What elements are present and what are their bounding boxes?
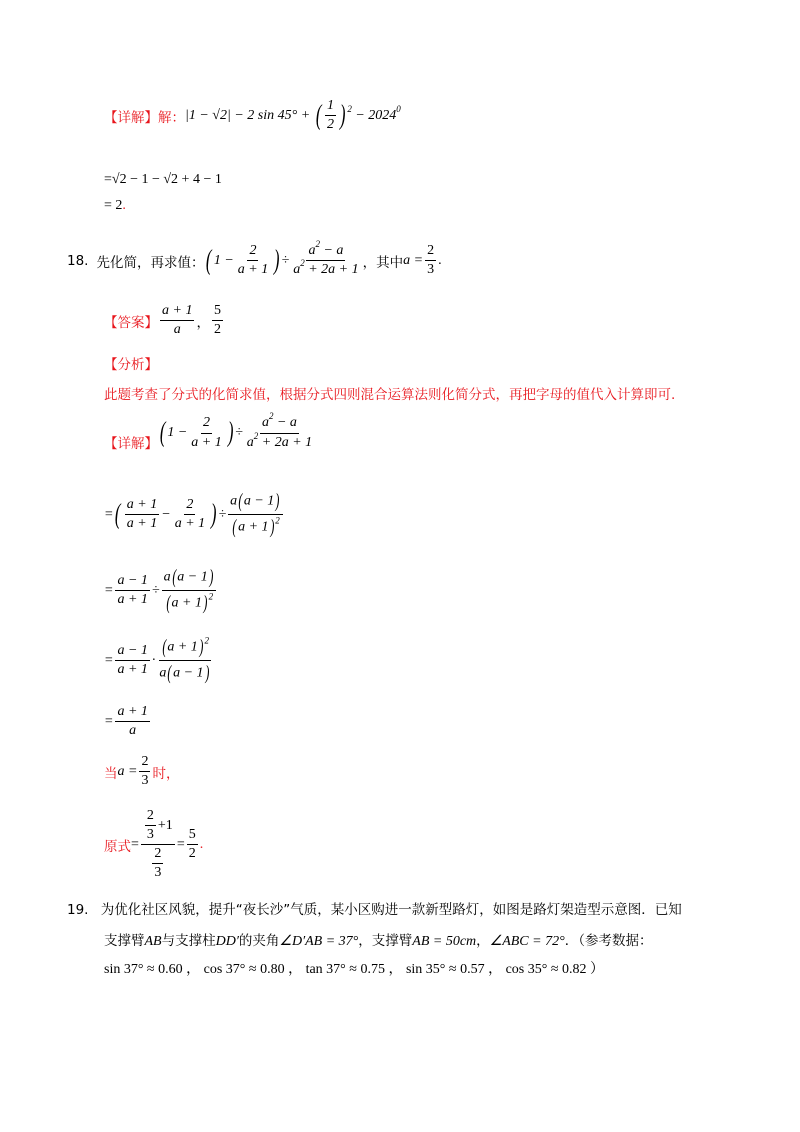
analysis-text: 此题考查了分式的化简求值，根据分式四则混合运算法则化简分式，再把字母的值代入计算即可. <box>104 387 676 403</box>
q18-step1: = ( $\frac{a + 1}{a + 1}$ − $\frac{2}{a + 1}$ ) ÷ $\frac{a(a - 1)}{(a + 1)^2}$ <box>104 490 285 539</box>
detail-tag: 【详解】 <box>104 109 158 126</box>
answer-value: $\frac{5}{2}$ <box>213 303 221 338</box>
right-paren: ) <box>339 99 346 131</box>
q18-detail-line <box>104 411 316 452</box>
detail-expression: ( 1 − $\frac{2}{a + 1}$ ) ÷ $\frac{a^2 - a}{a^2 + 2a + 1}$ <box>159 411 313 450</box>
question-number: 18. <box>67 252 89 269</box>
q18-step4: = $\frac{a + 1}{a}$ <box>104 704 148 739</box>
analysis-tag: 【分析】 <box>104 357 158 373</box>
q19-line3: sin 37° ≈ 0.60 ， cos 37° ≈ 0.80 ， tan 37° ≈ 0.75 ， sin 35° ≈ 0.57 ， cos 35° ≈ 0.82 ） <box>104 962 605 977</box>
a-value: $\frac{2}{3}$ <box>427 243 435 278</box>
q17-expression: |1 − √2| − 2 sin 45° + ( $\frac{1}{2}$ ) $^2 - 2024^0$ <box>185 98 401 133</box>
answer-fraction: $\frac{a + 1}{a}$ <box>162 303 193 338</box>
q19-line1: 19. 为优化社区风貌，提升“夜长沙”气质，某小区购进一款新型路灯，如图是路灯架造型示意图．已知 <box>67 902 682 918</box>
where-text: ，其中 <box>362 254 404 271</box>
a-equals: a = <box>403 252 424 268</box>
q17-step2: = 2. <box>104 198 126 213</box>
q18-substitute: 当 a = $\frac{2}{3}$ 时， <box>104 754 180 789</box>
q18-prompt: 18. 先化简，再求值： ( 1 − $\frac{2}{a + 1}$ ) ÷ $\frac{a^2 - a}{a^2 + 2a + 1}$ ，其中 a = $\frac{2}{3}$ . <box>67 239 442 278</box>
detail-tag: 【详解】 <box>104 436 158 452</box>
q18-step3: = $\frac{a - 1}{a + 1}$ · $\frac{(a + 1)^2}{a(a - 1)}$ <box>104 635 209 684</box>
q19-line2: 支撑臂AB与支撑柱DD′的夹角∠D′AB = 37°，支撑臂AB = 50cm，∠ABC = 72°．（参考数据： <box>104 933 653 949</box>
q17-detail-line <box>104 98 401 133</box>
jie-label: 解： <box>158 109 185 126</box>
expr-part: |1 − √2| − 2 sin 45° + <box>185 107 314 123</box>
prompt-text: 先化简，再求值： <box>96 254 205 271</box>
q18-step2: = $\frac{a - 1}{a + 1}$ ÷ $\frac{a(a - 1)}{(a + 1)^2}$ <box>104 566 218 615</box>
answer-tag: 【答案】 <box>104 314 158 331</box>
complex-fraction: $\frac{2}{3}$ +1 $\frac{2}{3}$ <box>141 808 175 881</box>
half-fraction: $\frac{1}{2}$ <box>327 98 334 133</box>
question-number: 19. <box>67 902 89 918</box>
left-paren: ( <box>315 99 322 131</box>
q18-expression: ( 1 − $\frac{2}{a + 1}$ ) ÷ $\frac{a^2 - a}{a^2 + 2a + 1}$ <box>206 239 359 278</box>
q18-result: 原式 = $\frac{2}{3}$ +1 $\frac{2}{3}$ = $\frac{5}{2}$ . <box>104 808 204 881</box>
q18-answer: 【答案】 $\frac{a + 1}{a}$ ， $\frac{5}{2}$ <box>104 303 221 338</box>
q17-step1: =√2 − 1 − √2 + 4 − 1 <box>104 172 222 187</box>
